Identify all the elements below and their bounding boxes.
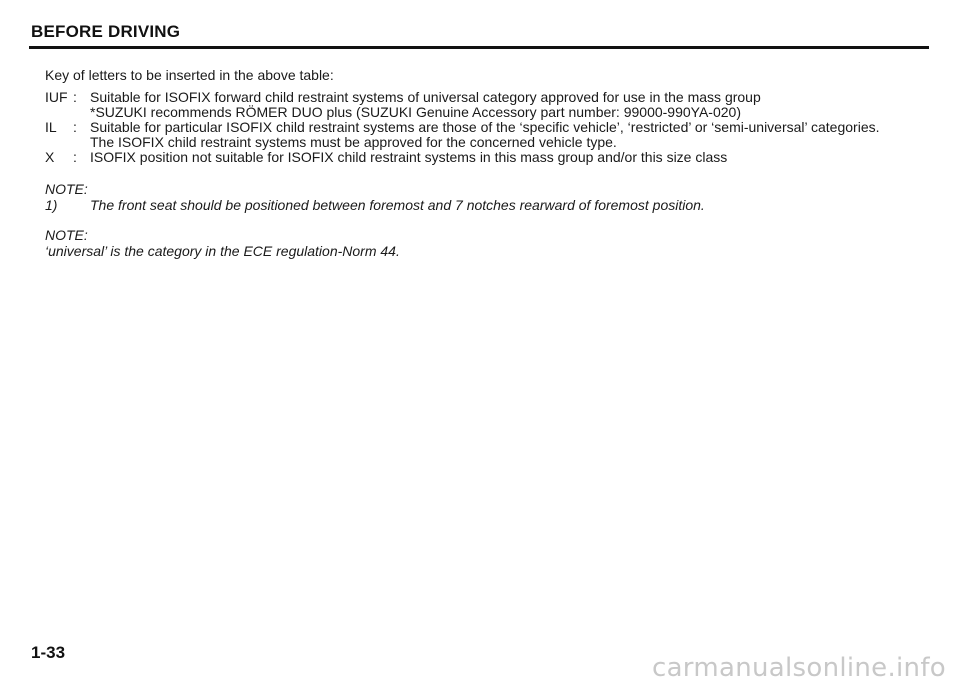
key-separator: : <box>73 149 77 165</box>
key-description-line: The ISOFIX child restraint systems must be approved for the concerned vehicle type. <box>90 134 617 150</box>
key-code: IL <box>45 119 57 135</box>
key-code: X <box>45 149 55 165</box>
key-separator: : <box>73 89 77 105</box>
watermark: carmanualsonline.info <box>651 653 946 683</box>
note-number: 1) <box>45 197 58 213</box>
key-description <box>90 120 935 150</box>
key-description <box>90 90 935 120</box>
key-description-line: *SUZUKI recommends RÖMER DUO plus (SUZUKI Genuine Accessory part number: 99000-990YA-020) <box>90 104 741 120</box>
key-description-line: Suitable for particular ISOFIX child restraint systems are those of the ‘specific vehicle’, ‘restricted’ or ‘semi-universal’ categories. <box>90 119 880 135</box>
key-item-x <box>45 150 935 165</box>
note-seat-position <box>45 181 705 213</box>
note-text: ‘universal’ is the category in the ECE regulation-Norm 44. <box>45 243 400 259</box>
note-item <box>45 197 705 213</box>
key-item-il <box>45 120 935 150</box>
key-description-line: ISOFIX position not suitable for ISOFIX child restraint systems in this mass group and/or this size class <box>90 149 728 165</box>
key-separator: : <box>73 119 77 135</box>
key-description-line: Suitable for ISOFIX forward child restraint systems of universal category approved for use in the mass group <box>90 89 761 105</box>
note-text: The front seat should be positioned between foremost and 7 notches rearward of foremost position. <box>90 197 705 213</box>
page-title: BEFORE DRIVING <box>31 22 181 41</box>
key-item-iuf <box>45 90 935 120</box>
key-list <box>45 90 935 165</box>
note-label: NOTE: <box>45 181 88 197</box>
title-divider <box>29 46 929 49</box>
key-description <box>90 150 935 165</box>
key-code: IUF <box>45 89 68 105</box>
note-universal <box>45 227 400 259</box>
intro-text: Key of letters to be inserted in the above table: <box>45 67 334 83</box>
page-number: 1-33 <box>31 643 66 662</box>
note-label: NOTE: <box>45 227 88 243</box>
